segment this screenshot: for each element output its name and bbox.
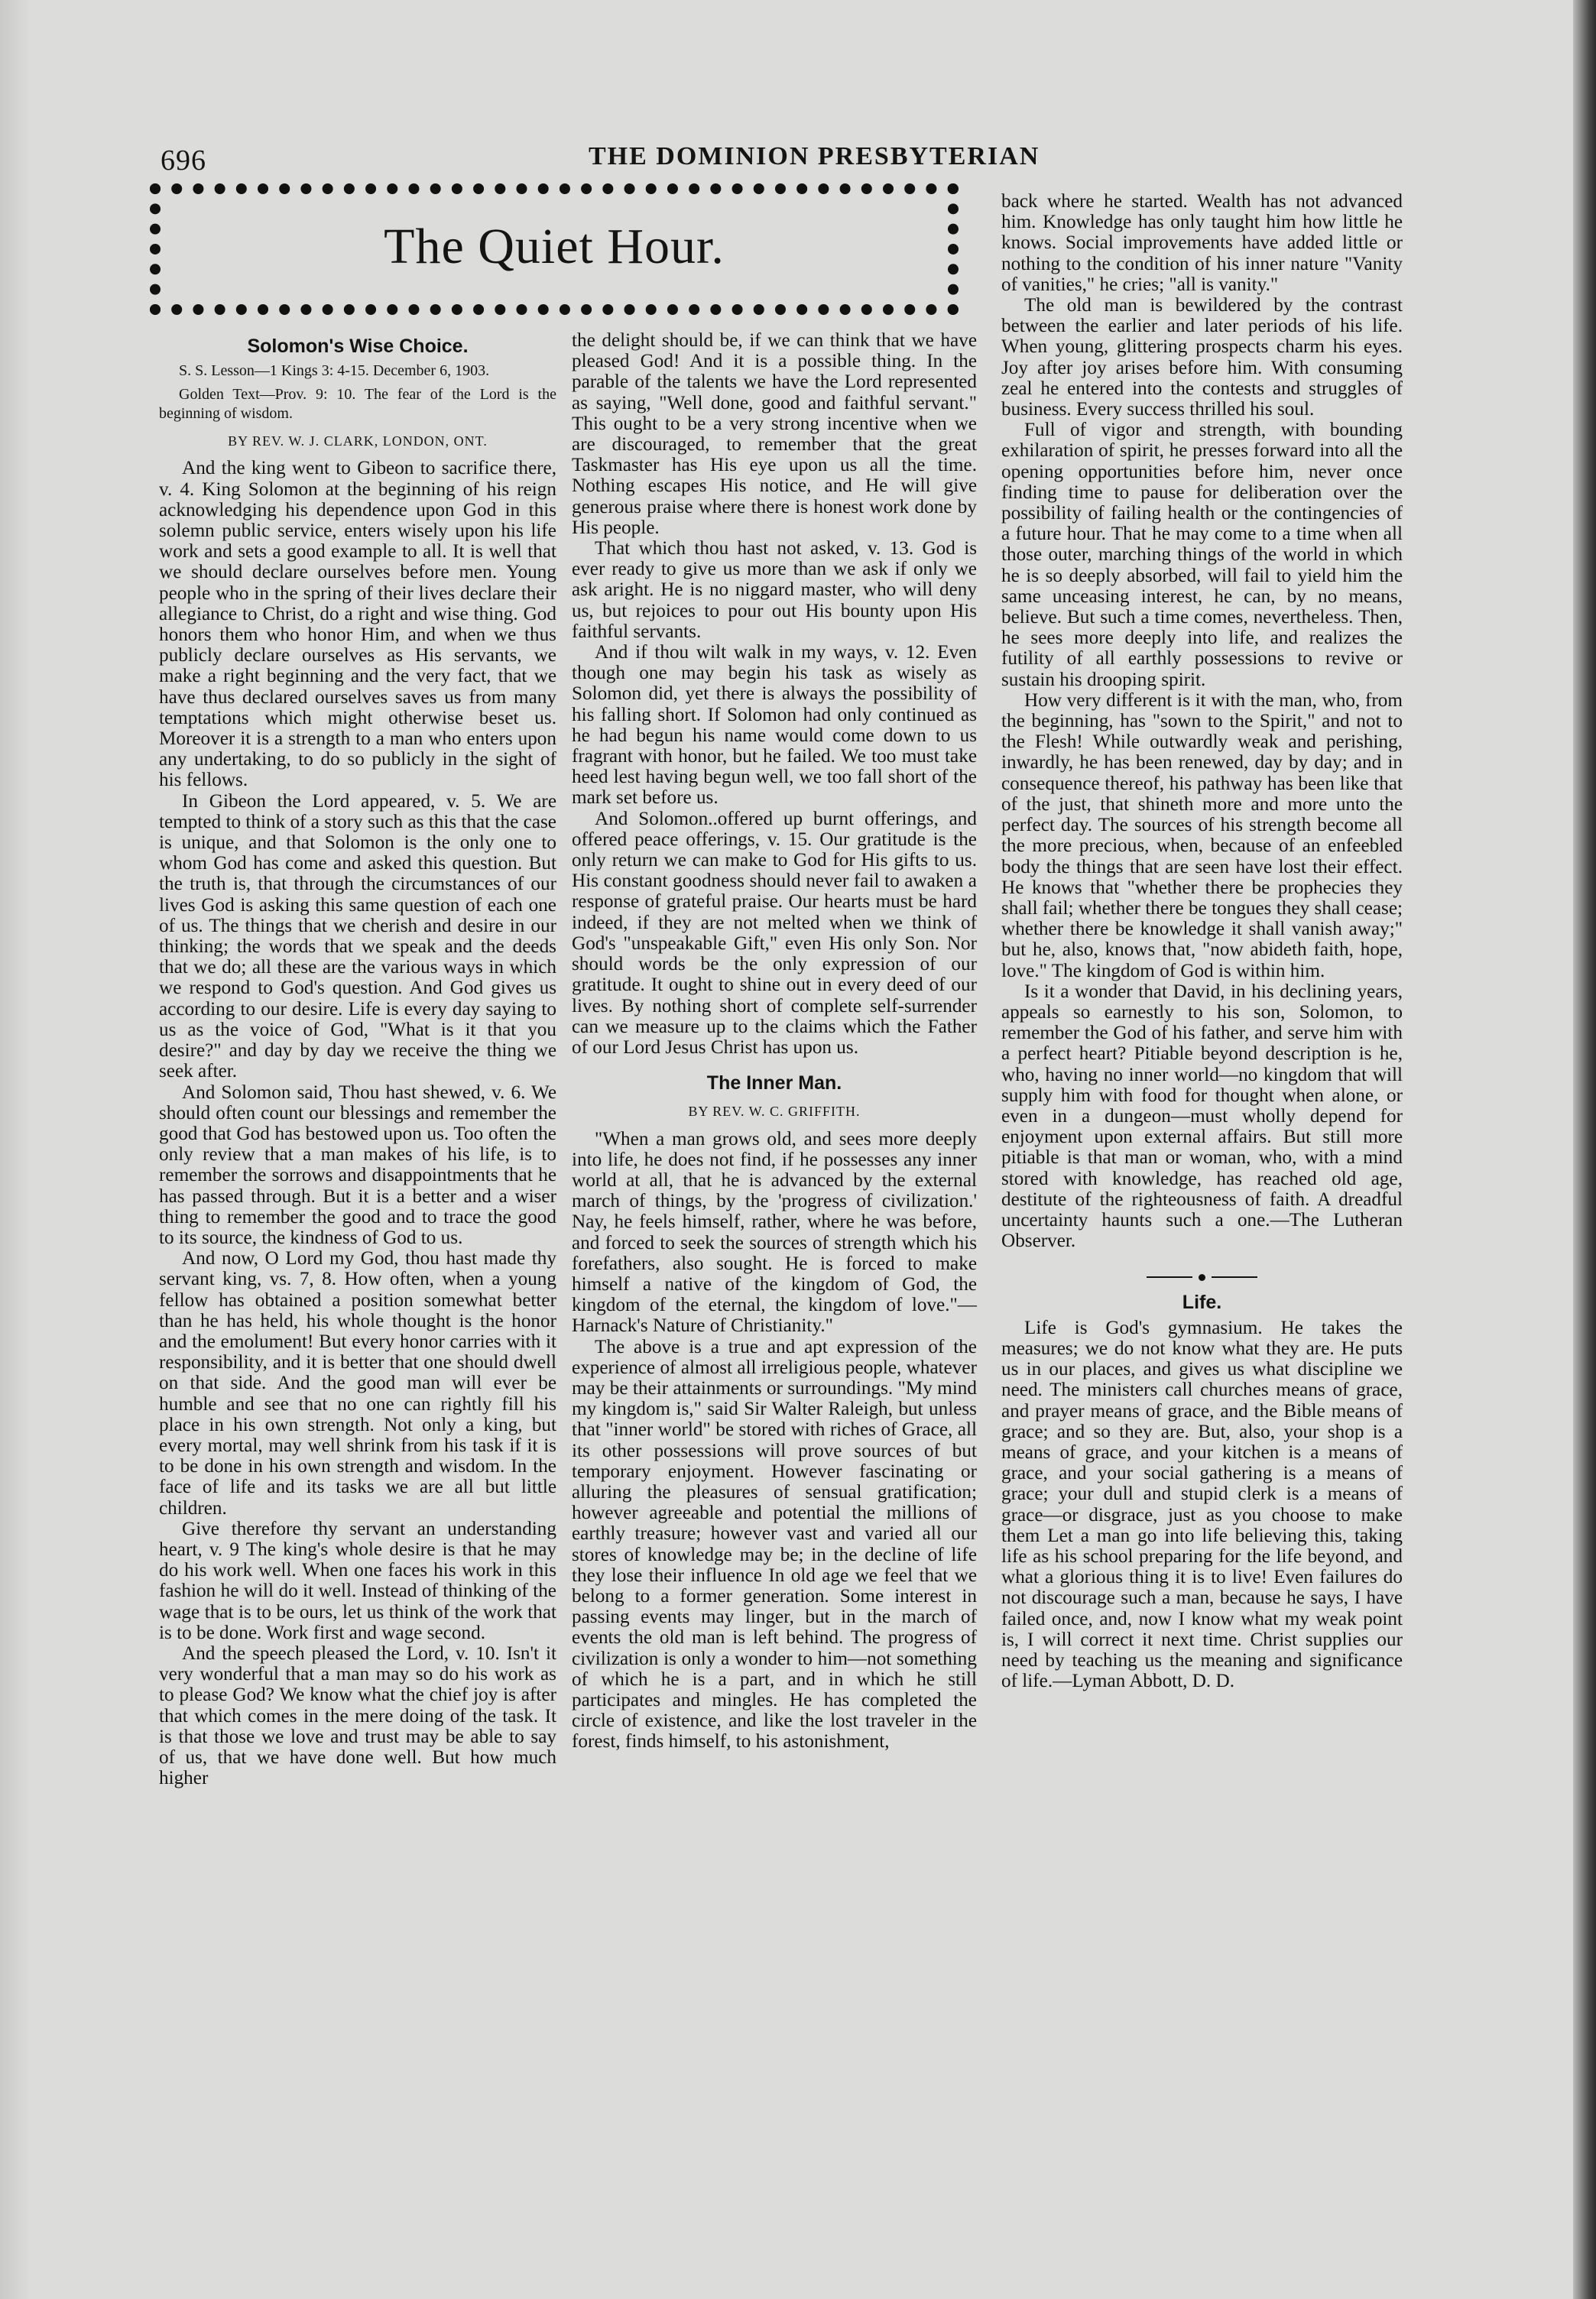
paragraph: the delight should be, if we can think that we have pleased God! And it is a possible thing. In the parable of the talents we have the Lord represented as saying, "Well done, good and faithful servant." This ought to be a very strong incentive when we are discouraged, to remember that the great Taskmaster has His eye upon us all the time. Nothing escapes His notice, and He will give generous praise where there is honest work done by His people.: [572, 330, 977, 538]
article-title-life: Life.: [1182, 1291, 1222, 1313]
paragraph: The above is a true and apt expression of the experience of almost all irreligious people, whatever may be their attainments or surroundings. "My mind my kingdom is," said Sir Walter Raleigh, but unless that "inner world" be stored with riches of Grace, all its other possessions will prove sources of but temporary enjoyment. However fascinating or alluring the pleasures of sensual gratification; however agreeable and potential the millions of earthly treasure; however vast and varied all our stores of knowledge may be; in the decline of life they lose their influence In old age we feel that we belong to a former generation. Some interest in passing events may linger, but in the march of events the old man is left behind. The progress of civilization is only a wonder to him—not something of which he is a part, and in which he still participates and mingles. He has completed the circle of existence, and like the lost traveler in the forest, finds himself, to his astonishment,: [572, 1336, 977, 1753]
paragraph: Full of vigor and strength, with bounding exhilaration of spirit, he presses forward into all the opening opportunities before him, never once finding time to pause for deliberation over the possibility of failing health or the contingencies of a future hour. That he may come to a time when all those outer, marching things of the world in which he is so deeply absorbed, will fail to yield him the same unceasing interest, he can, by no means, believe. But such a time comes, nevertheless. Then, he sees more deeply into life, and realizes the futility of all earthly possessions to revive or sustain his drooping spirit.: [1001, 420, 1403, 690]
paragraph: Life is God's gymnasium. He takes the measures; we do not know what they are. He puts us in our places, and gives us what discipline we need. The ministers call churches means of grace, and prayer means of grace, and the Bible means of grace; and so they are. But, also, your shop is a means of grace, and your kitchen is a means of grace, and your social gathering is a means of grace; your dull and stupid clerk is a means of grace—or disgrace, just as you choose to make them Let a man go into life believing this, taking life as his school preparing for the life beyond, and what a glorious thing it is to live! Even failures do not discourage such a man, because he says, I have failed once, and, now I know what my weak point is, I will correct it next time. Christ supplies our need by teaching us the meaning and significance of life.—Lyman Abbott, D. D.: [1001, 1317, 1403, 1692]
quiet-hour-banner: [150, 183, 959, 315]
paragraph: And Solomon said, Thou hast shewed, v. 6. We should often count our blessings and remember the good that God has bestowed upon us. Too often the only review that a man makes of his life, is to remember the sorrows and disappointments that he has passed through. But it is a better and a wiser thing to remember the good and to trace the good to its source, the kindness of God to us.: [159, 1081, 556, 1248]
paragraph: That which thou hast not asked, v. 13. God is ever ready to give us more than we ask if only we ask aright. He is no niggard master, who will deny us, but rejoices to pour out His bounty upon His faithful servants.: [572, 538, 977, 642]
byline-griffith: BY REV. W. C. GRIFFITH.: [688, 1104, 861, 1120]
paragraph: How very different is it with the man, who, from the beginning, has "sown to the Spirit," and not to the Flesh! While outwardly weak and perishing, inwardly, he has been renewed, day by day; and in consequence thereof, his pathway has been like that of the just, that shineth more and more unto the perfect day. The sources of his strength become all the more precious, when, because of an enfeebled body the things that are seen have lost their effect. He knows that "whether there be prophecies they shall fail; whether there be tongues they shall cease; whether there be knowledge it shall vanish away;" but he, also, knows that, "now abideth faith, hope, love." The kingdom of God is within him.: [1001, 689, 1403, 981]
publication-title: THE DOMINION PRESBYTERIAN: [589, 142, 1040, 170]
article-title-inner-man: The Inner Man.: [706, 1072, 842, 1094]
paragraph: And the king went to Gibeon to sacrifice there, v. 4. King Solomon at the beginning of his reign acknowledging his dependence upon God in this solemn public service, enters wisely upon his life work and sets a good example to all. It is well that we should declare ourselves before men. Young people who in the spring of their lives declare their allegiance to Christ, do a right and wise thing. God honors them who honor Him, and when we thus publicly declare ourselves as His servants, we make a right beginning and the very fact, that we have thus declared ourselves saves us from many temptations which might otherwise beset us. Moreover it is a strength to a man who enters upon any undertaking, to do so publicly in the sight of his fellows.: [159, 458, 556, 791]
banner-title: The Quiet Hour.: [384, 219, 725, 274]
column-2: [572, 330, 977, 1753]
paragraph: Is it a wonder that David, in his declining years, appeals so earnestly to his son, Solomon, to remember the God of his father, and serve him with a perfect heart? Pitiable beyond description is he, who, having no inner world—no kingdom that will supply him with food for thought when alone, or even in a dungeon—must wholly depend for enjoyment upon external affairs. But still more pitiable is that man or woman, who, with a mind stored with knowledge, has reached old age, destitute of the righteousness of faith. A dreadful uncertainty haunts such a one.—The Lutheran Observer.: [1001, 981, 1403, 1252]
page-number: 696: [161, 144, 206, 177]
paragraph: The old man is bewildered by the contrast between the earlier and later periods of his life. When young, glittering prospects charm his eyes. Joy after joy arises before him. With consuming zeal he entered into the contests and struggles of business. Every success thrilled his soul.: [1001, 295, 1403, 420]
paragraph: And the speech pleased the Lord, v. 10. Isn't it very wonderful that a man may so do his work as to please God? We know what the chief joy is after that which comes in the mere doing of the task. It is that those we love and trust may be able to say of us, that we have done well. But how much higher: [159, 1642, 556, 1789]
column-3: [1001, 191, 1403, 1691]
lesson-reference: [159, 362, 556, 423]
paragraph: In Gibeon the Lord appeared, v. 5. We are tempted to think of a story such as this that the case is unique, and that Solomon is the only one to whom God has come and asked this question. But the truth is, that through the circumstances of our lives God is asking this same question of each one of us. The things that we cherish and desire in our thinking; the words that we speak and the deeds that we do; all these are the various ways in which we respond to God's question. And God gives us according to our desire. Life is every day saying to us as the voice of God, "What is it that you desire?" and day by day we receive the thing we seek after.: [159, 790, 556, 1082]
paragraph: And Solomon..offered up burnt offerings, and offered peace offerings, v. 15. Our gratitude is the only return we can make to God for His gifts to us. His constant goodness should never fail to awaken a response of grateful praise. Our hearts must be hard indeed, if they are not melted when we think of God's "unspeakable Gift," even His only Son. Nor should words be the only expression of our gratitude. It ought to shine out in every deed of our lives. By nothing short of complete self-surrender can we measure up to the claims which the Father of our Lord Jesus Christ has upon us.: [572, 808, 977, 1058]
section-ornament: [1001, 1265, 1403, 1286]
scan-edge-right: [1573, 0, 1596, 2299]
paragraph: And if thou wilt walk in my ways, v. 12. Even though one may begin his task as wisely as Solomon did, yet there is always the possibility of his falling short. If Solomon had only continued as he had begun his name would come down to us fragrant with honor, but he failed. We too must take heed lest having begun well, we too fall short of the mark set before us.: [572, 642, 977, 809]
paragraph: "When a man grows old, and sees more deeply into life, he does not find, if he possesses any inner world at all, that he is advanced by the external march of things, by the 'progress of civilization.' Nay, he feels himself, rather, where he was before, and forced to seek the sources of strength which his forefathers, also sought. He is forced to make himself a native of the kingdom of God, the kingdom of the eternal, the kingdom of love."—Harnack's Nature of Christianity.": [572, 1128, 977, 1337]
lesson-line: S. S. Lesson—1 Kings 3: 4-15. December 6, 1903.: [179, 362, 490, 380]
paragraph: Give therefore thy servant an understanding heart, v. 9 The king's whole desire is that he may do his work well. When one faces his work in this fashion he will do it well. Instead of thinking of the wage that is to be ours, let us think of the work that is to be done. Work first and wage second.: [159, 1518, 556, 1643]
byline-clark: BY REV. W. J. CLARK, LONDON, ONT.: [228, 433, 488, 449]
column-1: [159, 330, 556, 1788]
scan-edge-left: [0, 0, 31, 2299]
article-title-solomon: Solomon's Wise Choice.: [247, 336, 469, 357]
paragraph: And now, O Lord my God, thou hast made thy servant king, vs. 7, 8. How often, when a young fellow has obtained a position somewhat better than he has held, his whole thought is the honor and the emolument! But every honor carries with it responsibility, and it is better that one should dwell on that side. And the good man will ever be humble and see that no one can rightly fill his place in his own strength. Not only a king, but every mortal, may well shrink from his task if it is to be done in his own strength and wisdom. In the face of life and its tasks we are all but little children.: [159, 1248, 556, 1519]
paragraph: back where he started. Wealth has not advanced him. Knowledge has only taught him how little he knows. Social improvements have added little or nothing to the condition of his inner nature "Vanity of vanities," he cries; "all is vanity.": [1001, 191, 1403, 295]
golden-text: Golden Text—Prov. 9: 10. The fear of the Lord is the beginning of wisdom.: [159, 386, 556, 423]
